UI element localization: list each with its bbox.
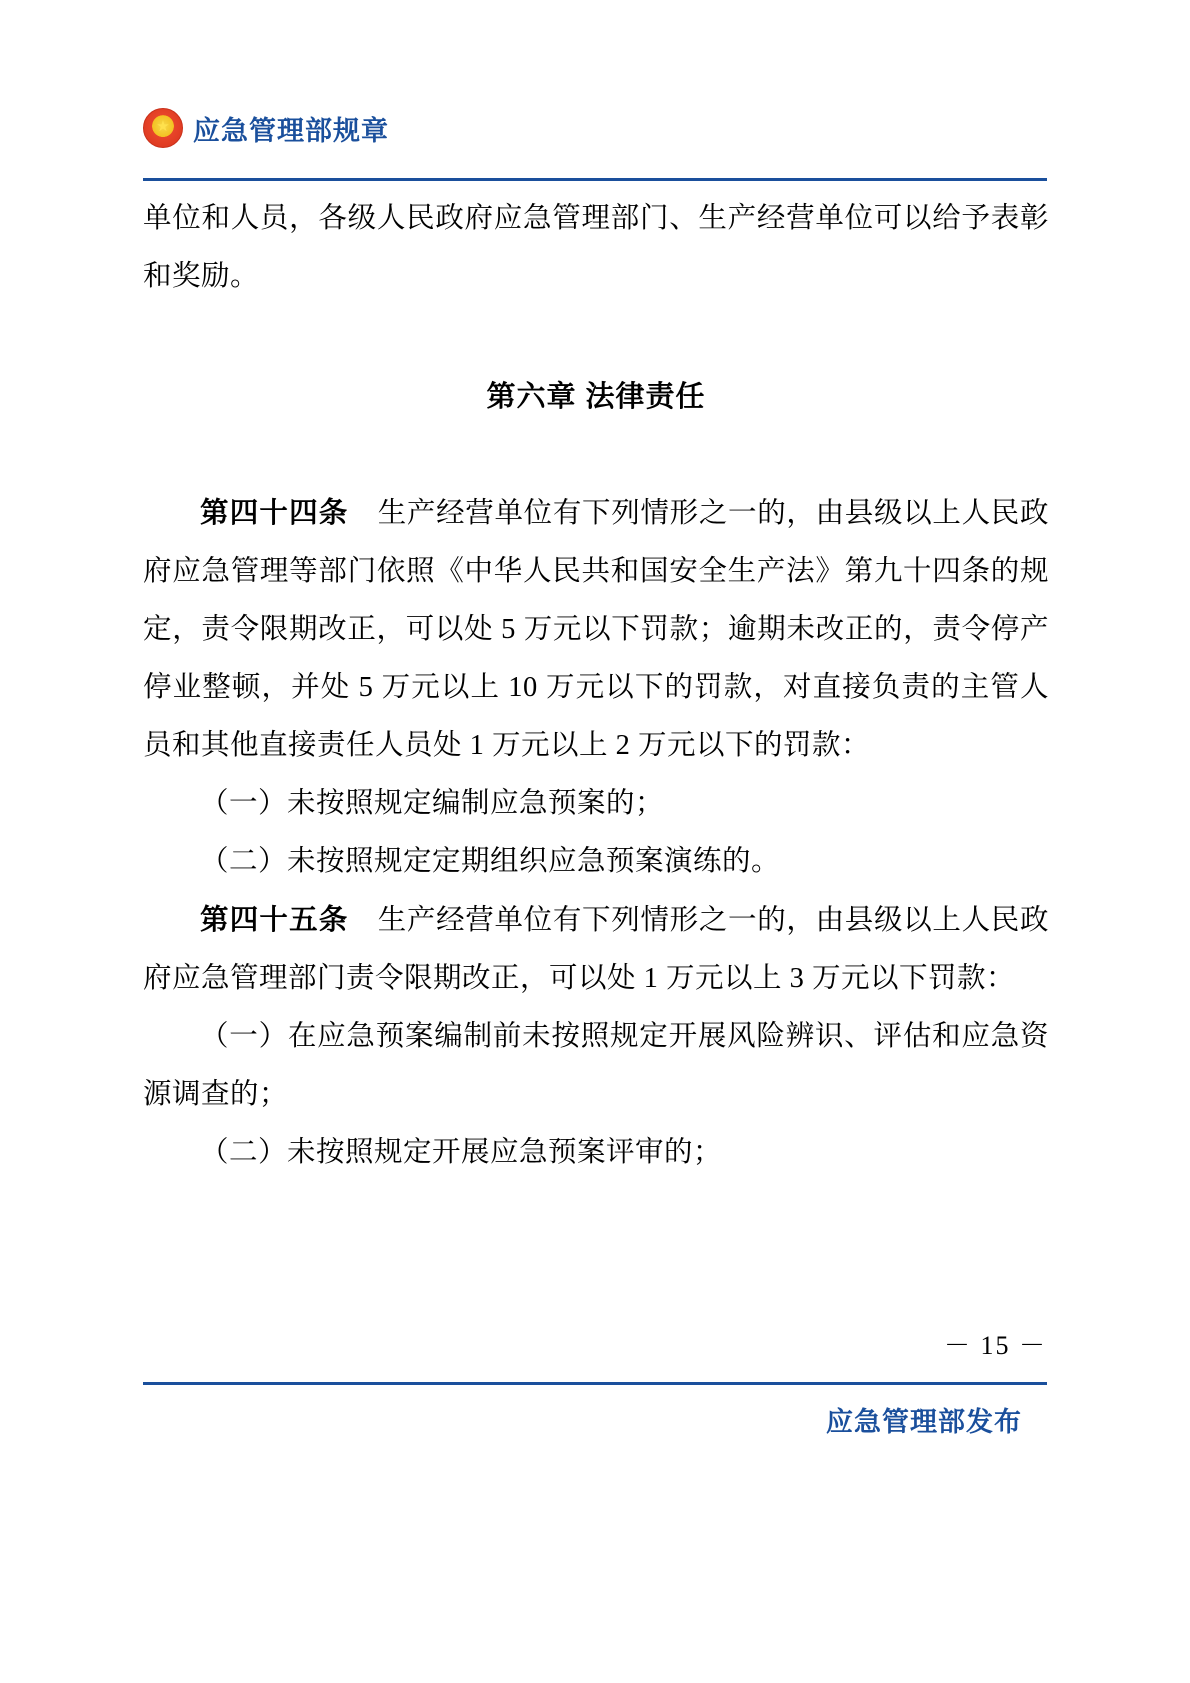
article-45-item-2: （二）未按照规定开展应急预案评审的； xyxy=(200,1137,723,1168)
article-45-number: 第四十五条 xyxy=(200,904,349,936)
footer-divider xyxy=(143,1382,1047,1385)
article-44-text: 生产经营单位有下列情形之一的，由县级以上人民政府应急管理等部门依照《中华人民共和国安全生产法》第九十四条的规定，责令限期改正，可以处 5 万元以下罚款；逾期未改正的，责令停产停业整顿，并处 5 万元以上 10 万元以下的罚款，对直接负责的主管人员和其他直接责任人员处 1 万元以上 2 万元以下的罚款： xyxy=(143,498,1049,761)
article-44-number: 第四十四条 xyxy=(200,497,349,529)
article-44 xyxy=(143,484,1049,775)
document-body xyxy=(143,190,1049,1182)
article-45-text: 生产经营单位有下列情形之一的，由县级以上人民政府应急管理部门责令限期改正，可以处 1 万元以上 3 万元以下罚款： xyxy=(143,905,1049,994)
article-44-item-2: （二）未按照规定定期组织应急预案演练的。 xyxy=(200,846,781,877)
article-45-item-1: （一）在应急预案编制前未按照规定开展风险辨识、评估和应急资源调查的； xyxy=(143,1021,1049,1110)
article-44-item-1: （一）未按照规定编制应急预案的； xyxy=(200,788,665,819)
national-emblem-icon xyxy=(143,108,183,148)
page-number: － 15 － xyxy=(943,1331,1047,1360)
continued-paragraph: 单位和人员，各级人民政府应急管理部门、生产经营单位可以给予表彰和奖励。 xyxy=(143,203,1049,292)
chapter-heading: 第六章 法律责任 xyxy=(486,381,706,413)
footer-issuer: 应急管理部发布 xyxy=(826,1407,1022,1437)
header-title: 应急管理部规章 xyxy=(193,115,389,146)
page-header xyxy=(143,108,1047,148)
header-divider xyxy=(143,178,1047,181)
article-45 xyxy=(143,891,1049,1008)
